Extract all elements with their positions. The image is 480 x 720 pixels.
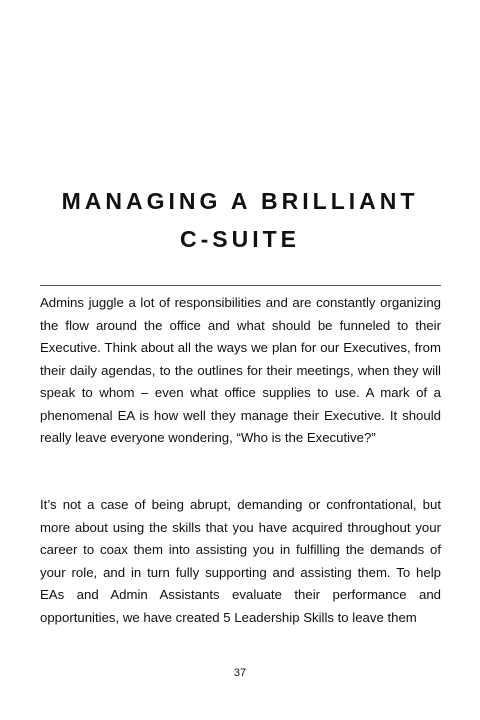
- body-paragraph-1: Admins juggle a lot of responsibilities and are constantly organizing the flow around the office and what should be funneled to their Executive. Think about all the ways we plan for our Executives, from their daily agendas, to the outlines for their meetings, when they will speak to whom – even what office supplies to use. A mark of a phenomenal EA is how well they manage their Executive. It should really leave everyone wondering, “Who is the Executive?”: [40, 295, 441, 445]
- chapter-title-line-1: MANAGING A BRILLIANT: [61, 188, 419, 214]
- chapter-title-line-2: C-SUITE: [180, 226, 300, 252]
- body-paragraph-2: It’s not a case of being abrupt, demanding or confrontational, but more about using the skills that you have acquired throughout your career to coax them into assisting you in fulfilling the demands of your role, and in turn fully supporting and assisting them. To help EAs and Admin Assistants evaluate their performance and opportunities, we have created 5 Leadership Skills to leave them: [40, 497, 441, 625]
- page-number: 37: [233, 667, 247, 679]
- title-divider: [40, 285, 441, 286]
